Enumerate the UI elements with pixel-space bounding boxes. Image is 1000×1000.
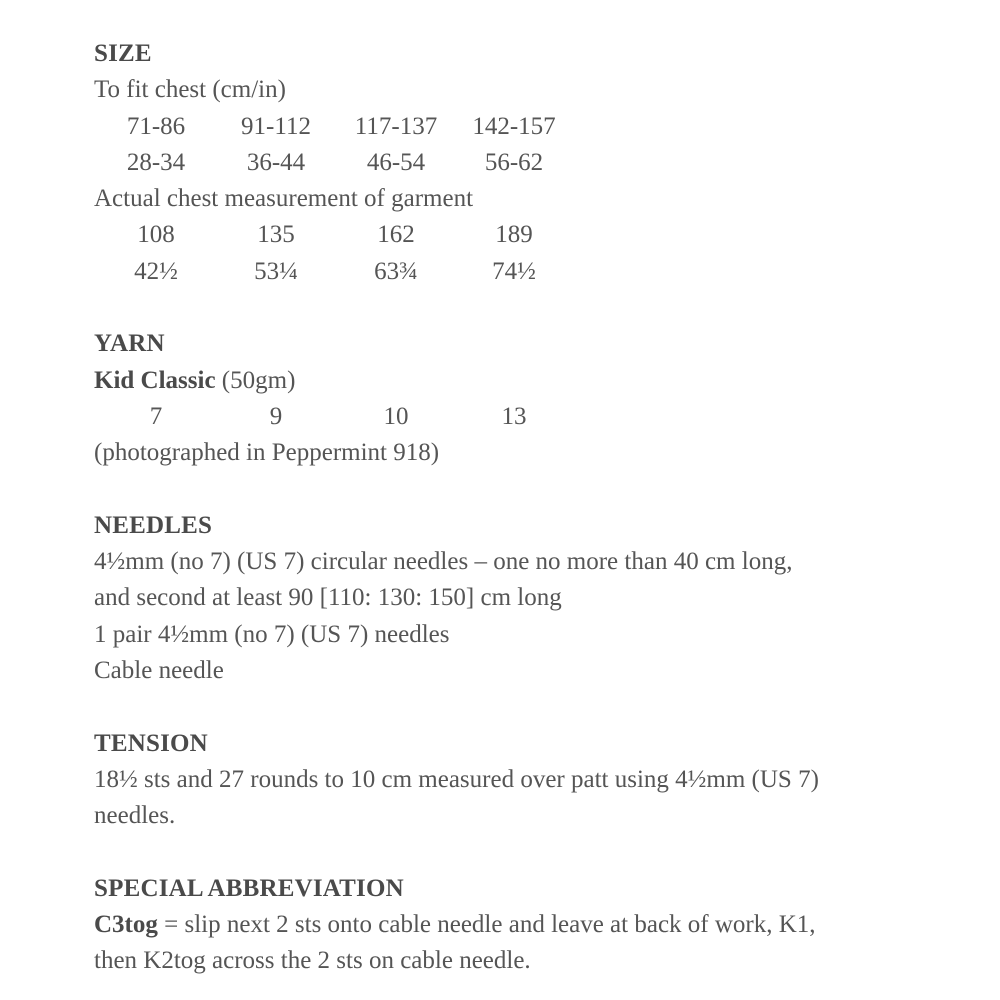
fit-in-4: 56-62 bbox=[484, 148, 544, 176]
size-heading: SIZE bbox=[94, 40, 152, 67]
spacer bbox=[94, 835, 974, 871]
actual-in-4: 74½ bbox=[492, 257, 536, 285]
fit-chest-label: To fit chest (cm/in) bbox=[94, 76, 286, 104]
fit-cm-4: 142-157 bbox=[472, 112, 556, 140]
abbreviation-heading: SPECIAL ABBREVIATION bbox=[94, 874, 404, 902]
spacer bbox=[94, 290, 974, 326]
tension-section bbox=[94, 726, 974, 835]
actual-in-1: 42½ bbox=[134, 257, 178, 285]
actual-cm-4: 189 bbox=[495, 221, 533, 249]
fit-cm-2: 91-112 bbox=[241, 112, 311, 140]
actual-chest-label: Actual chest measurement of garment bbox=[94, 185, 474, 213]
fit-in-1: 28-34 bbox=[126, 148, 186, 176]
needles-line-2: and second at least 90 [110: 130: 150] cm long bbox=[94, 584, 562, 612]
abbreviation-line-2: then K2tog across the 2 sts on cable needle. bbox=[94, 947, 531, 975]
yarn-weight: (50gm) bbox=[215, 366, 296, 394]
actual-cm-1: 108 bbox=[137, 221, 175, 249]
abbreviation-section bbox=[94, 871, 974, 980]
yarn-name-line bbox=[94, 363, 974, 399]
spacer bbox=[94, 472, 974, 508]
fit-in-3: 46-54 bbox=[366, 148, 426, 176]
balls-1: 7 bbox=[149, 402, 163, 430]
fit-cm-1: 71-86 bbox=[126, 112, 186, 140]
abbreviation-definition: = slip next 2 sts onto cable needle and leave at back of work, K1, bbox=[157, 911, 816, 939]
needles-heading: NEEDLES bbox=[94, 511, 213, 539]
needles-line-4: Cable needle bbox=[94, 657, 224, 685]
yarn-balls-row bbox=[94, 399, 974, 435]
yarn-name: Kid Classic bbox=[94, 366, 216, 394]
needles-section bbox=[94, 508, 974, 689]
balls-3: 10 bbox=[383, 402, 409, 430]
yarn-section bbox=[94, 326, 974, 471]
actual-cm-3: 162 bbox=[377, 221, 415, 249]
actual-in-3: 63¾ bbox=[374, 257, 418, 285]
actual-cm-2: 135 bbox=[257, 221, 295, 249]
abbreviation-term: C3tog bbox=[94, 911, 158, 939]
yarn-heading: YARN bbox=[94, 330, 165, 358]
balls-2: 9 bbox=[269, 402, 283, 430]
pattern-info bbox=[94, 36, 974, 980]
actual-chest-in-row bbox=[94, 254, 974, 290]
balls-4: 13 bbox=[501, 402, 527, 430]
tension-line-2: needles. bbox=[94, 802, 176, 830]
actual-in-2: 53¼ bbox=[254, 257, 298, 285]
abbreviation-line-1 bbox=[94, 907, 974, 943]
yarn-photo-note: (photographed in Peppermint 918) bbox=[94, 439, 440, 467]
actual-chest-cm-row bbox=[94, 217, 974, 253]
fit-chest-cm-row bbox=[94, 109, 974, 145]
needles-line-3: 1 pair 4½mm (no 7) (US 7) needles bbox=[94, 620, 450, 648]
needles-line-1: 4½mm (no 7) (US 7) circular needles – one no more than 40 cm long, bbox=[94, 548, 793, 576]
fit-chest-in-row bbox=[94, 145, 974, 181]
tension-line-1: 18½ sts and 27 rounds to 10 cm measured over patt using 4½mm (US 7) bbox=[94, 765, 819, 793]
spacer bbox=[94, 689, 974, 725]
size-section bbox=[94, 36, 974, 290]
fit-cm-3: 117-137 bbox=[354, 112, 438, 140]
fit-in-2: 36-44 bbox=[246, 148, 306, 176]
tension-heading: TENSION bbox=[94, 729, 208, 757]
